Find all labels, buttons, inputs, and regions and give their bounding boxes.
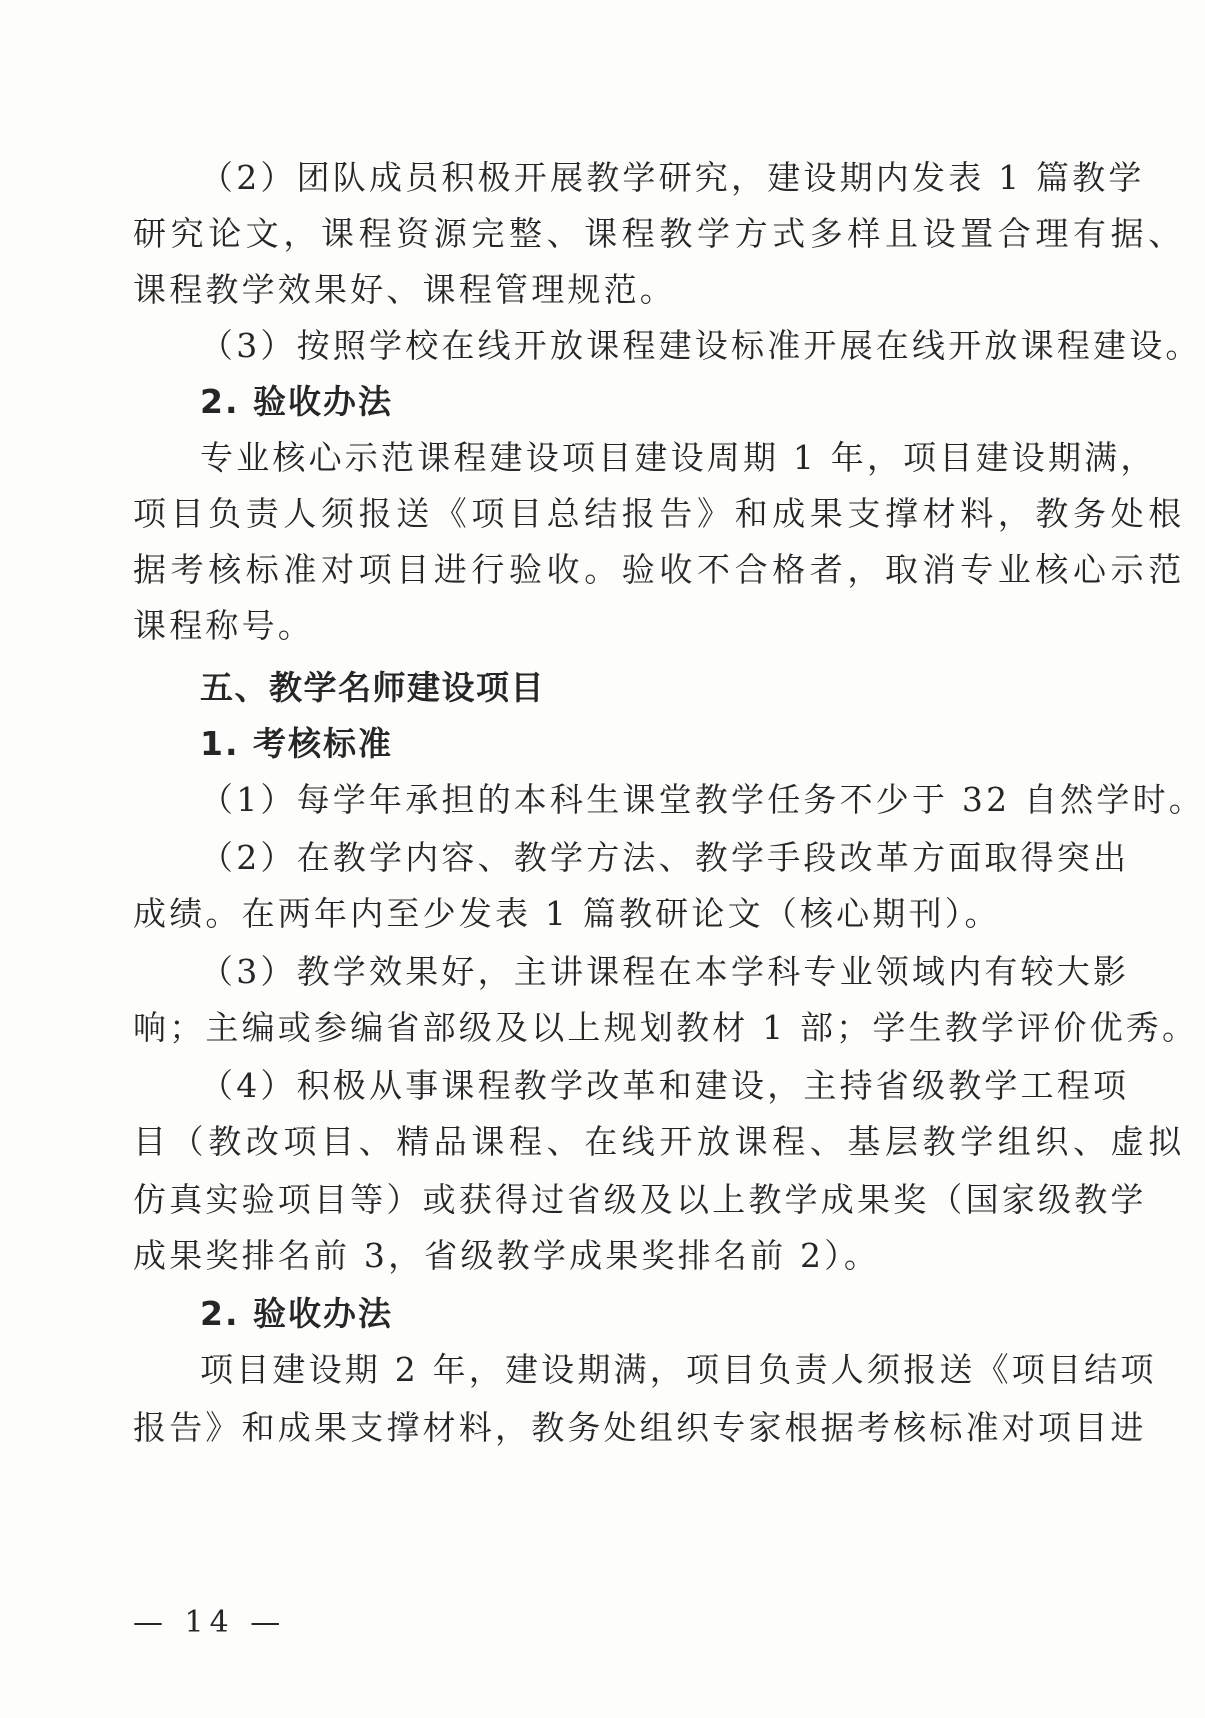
subheading: 1. 考核标准	[200, 724, 393, 763]
paragraph-line: 成果奖排名前 3，省级教学成果奖排名前 2）。	[133, 1236, 881, 1275]
paragraph-line: （2）团队成员积极开展教学研究，建设期内发表 1 篇教学	[200, 158, 1145, 197]
paragraph-line: 响；主编或参编省部级及以上规划教材 1 部；学生教学评价优秀。	[133, 1008, 1199, 1047]
paragraph-line: （4）积极从事课程教学改革和建设，主持省级教学工程项	[200, 1066, 1130, 1105]
paragraph-line: 项目建设期 2 年，建设期满，项目负责人须报送《项目结项	[200, 1350, 1157, 1389]
section-heading: 五、教学名师建设项目	[200, 668, 545, 707]
page-number: — 14 —	[133, 1605, 287, 1640]
subheading: 2. 验收办法	[200, 382, 393, 421]
paragraph-line: 研究论文，课程资源完整、课程教学方式多样且设置合理有据、	[133, 214, 1186, 253]
paragraph-line: 成绩。在两年内至少发表 1 篇教研论文（核心期刊）。	[133, 894, 1001, 933]
paragraph-line: 仿真实验项目等）或获得过省级及以上教学成果奖（国家级教学	[133, 1180, 1147, 1219]
subheading: 2. 验收办法	[200, 1294, 393, 1333]
paragraph-line: 目（教改项目、精品课程、在线开放课程、基层教学组织、虚拟	[133, 1122, 1186, 1161]
paragraph-line: 据考核标准对项目进行验收。验收不合格者，取消专业核心示范	[133, 550, 1186, 589]
paragraph-line: （3）按照学校在线开放课程建设标准开展在线开放课程建设。	[200, 326, 1202, 365]
paragraph-line: 专业核心示范课程建设项目建设周期 1 年，项目建设期满，	[200, 438, 1157, 477]
paragraph-line: （1）每学年承担的本科生课堂教学任务不少于 32 自然学时。	[200, 780, 1205, 819]
paragraph-line: （2）在教学内容、教学方法、教学手段改革方面取得突出	[200, 838, 1130, 877]
paragraph-line: 报告》和成果支撑材料，教务处组织专家根据考核标准对项目进	[133, 1408, 1147, 1447]
paragraph-line: 项目负责人须报送《项目总结报告》和成果支撑材料，教务处根	[133, 494, 1186, 533]
paragraph-line: 课程教学效果好、课程管理规范。	[133, 270, 676, 309]
paragraph-line: 课程称号。	[133, 606, 314, 645]
paragraph-line: （3）教学效果好，主讲课程在本学科专业领域内有较大影	[200, 952, 1130, 991]
